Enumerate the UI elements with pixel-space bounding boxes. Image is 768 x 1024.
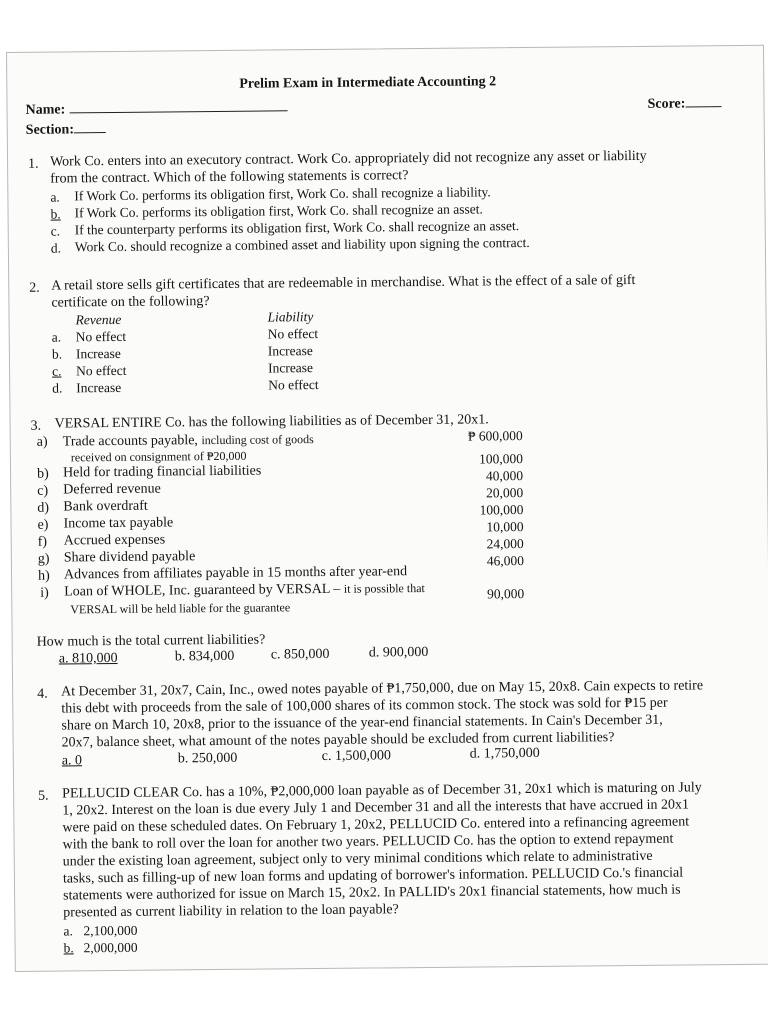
q5-text-line-4: with the bank to roll over the loan for another two years. PELLUCID Co. has the option to extend repayment	[62, 831, 674, 853]
q2-row-c-revenue: No effect	[75, 362, 127, 379]
q3-item-a-text	[63, 432, 314, 450]
q5-text-line-1: PELLUCID CLEAR Co. has a 10%, ₱2,000,000 loan payable as of December 31, 20x1 which is maturing on July	[62, 780, 702, 802]
q4-number: 4.	[37, 686, 48, 702]
q2-row-b-liability: Increase	[267, 343, 313, 359]
q5-option-b-letter: b.	[63, 940, 74, 956]
q3-item-e-letter: e)	[37, 517, 49, 533]
q3-item-c-amount: 40,000	[485, 468, 524, 484]
q2-col-liability: Liability	[267, 309, 314, 325]
q3-question: How much is the total current liabilities?	[36, 632, 266, 650]
q2-text-line-1: A retail store sells gift certificates that are redeemable in merchandise. What is the effect of a sale of gift	[51, 272, 636, 294]
q3-item-d-text: Bank overdraft	[63, 498, 148, 515]
exam-title: Prelim Exam in Intermediate Accounting 2	[239, 74, 497, 92]
q3-option-d: d. 900,000	[368, 644, 429, 661]
q3-item-d-amount: 20,000	[486, 485, 524, 501]
q3-item-a-note: including cost of goods	[201, 432, 314, 448]
q1-option-b-letter: b.	[50, 206, 61, 222]
q2-row-a-liability: No effect	[267, 326, 319, 342]
q3-option-c: c. 850,000	[270, 646, 330, 663]
q3-item-b-text: Held for trading financial liabilities	[62, 463, 262, 481]
q1-option-a-letter: a.	[50, 189, 60, 205]
q3-item-i-amount: 90,000	[487, 586, 525, 602]
q5-option-a-letter: a.	[63, 923, 73, 939]
q3-item-h-amount: 46,000	[486, 553, 524, 569]
q3-item-d-letter: d)	[37, 500, 50, 516]
q3-item-i-note: it is possible that	[343, 581, 425, 596]
q3-item-e-text: Income tax payable	[63, 515, 174, 532]
q3-item-i-label: Loan of WHOLE, Inc. guaranteed by VERSAL –	[64, 581, 341, 600]
q3-item-h-letter: h)	[37, 568, 50, 584]
q5-text-line-7: statements were authorized for issue on March 15, 20x2. In PALLID's 20x1 financial statements, how much is	[63, 882, 681, 904]
q2-row-c-liability: Increase	[267, 360, 314, 376]
score-blank[interactable]	[685, 94, 721, 107]
q3-item-f-letter: f)	[37, 534, 48, 550]
q3-item-h-text: Advances from affiliates payable in 15 months after year-end	[63, 564, 408, 583]
q4-text-line-4: 20x7, balance sheet, what amount of the notes payable should be excluded from current liabilities?	[61, 730, 615, 751]
q2-row-b-letter: b.	[51, 346, 63, 362]
q2-row-a-revenue: No effect	[75, 328, 127, 345]
q3-item-a-letter: a)	[36, 434, 48, 450]
q1-option-a: If Work Co. performs its obligation first, Work Co. shall recognize a liability.	[74, 184, 491, 204]
q3-item-a-label: Trade accounts payable,	[62, 433, 198, 450]
q1-number: 1.	[28, 156, 39, 172]
q1-option-c: If the counterparty performs its obligation first, Work Co. shall recognize an asset.	[74, 218, 520, 238]
q4-option-b: b. 250,000	[177, 750, 238, 767]
exam-sheet	[6, 45, 768, 972]
q2-row-c-letter: c.	[51, 363, 62, 379]
name-field	[25, 98, 287, 119]
q2-row-a-letter: a.	[51, 329, 62, 345]
q1-option-d-letter: d.	[50, 240, 62, 256]
q3-item-i-text	[64, 581, 425, 600]
q2-text-line-2: certificate on the following?	[51, 294, 210, 311]
q3-item-e-amount: 100,000	[479, 502, 524, 518]
q1-option-b: If Work Co. performs its obligation first, Work Co. shall recognize an asset.	[74, 201, 483, 221]
q3-item-i-note-2: VERSAL will be held liable for the guarantee	[70, 600, 291, 617]
q5-text-line-2: 1, 20x2. Interest on the loan is due every July 1 and December 31 and all the interests that have accrued in 20x1	[62, 797, 690, 819]
q3-item-g-amount: 24,000	[486, 536, 524, 552]
name-blank[interactable]	[69, 98, 287, 113]
q3-item-f-amount: 10,000	[486, 519, 524, 535]
q3-item-g-letter: g)	[37, 551, 50, 567]
q3-option-a: a. 810,000	[58, 650, 118, 667]
q3-item-a-note-2: received on consignment of ₱20,000	[70, 448, 247, 465]
q4-text-line-3: share on March 10, 20x8, prior to the issuance of the year-end financial statements. In Cain's December 31,	[61, 712, 663, 734]
q4-text-line-1: At December 31, 20x7, Cain, Inc., owed notes payable of ₱1,750,000, due on May 15, 20x8. Cain expects to retire	[61, 678, 704, 700]
q3-item-a-amount: ₱ 600,000	[467, 428, 523, 444]
q5-text-line-8: presented as current liability in relation to the loan payable?	[63, 902, 399, 921]
q3-item-c-letter: c)	[37, 483, 49, 499]
q2-row-d-revenue: Increase	[76, 379, 122, 396]
q3-item-f-text: Accrued expenses	[63, 532, 166, 549]
q1-option-c-letter: c.	[50, 223, 61, 239]
q4-text-line-2: this debt with proceeds from the sale of 100,000 shares of its common stock. The stock was sold for ₱15 per	[61, 695, 668, 717]
q4-option-a: a. 0	[61, 753, 83, 769]
q2-row-b-revenue: Increase	[75, 345, 121, 362]
q5-text-line-6: tasks, such as filling-up of new loan forms and updating of borrower's information. PELLUCID Co.'s financial	[62, 865, 684, 887]
section-blank[interactable]	[74, 120, 106, 133]
q2-row-d-liability: No effect	[268, 377, 319, 393]
q3-item-b-letter: b)	[36, 466, 49, 482]
q3-intro: VERSAL ENTIRE Co. has the following liabilities as of December 31, 20x1.	[54, 412, 489, 432]
q5-option-b: 2,000,000	[83, 939, 138, 956]
q2-row-d-letter: d.	[52, 380, 63, 396]
q5-number: 5.	[38, 788, 49, 804]
score-label: Score:	[647, 96, 686, 112]
q5-option-a: 2,100,000	[83, 922, 138, 939]
q3-option-b: b. 834,000	[174, 648, 235, 665]
q4-option-c: c. 1,500,000	[321, 748, 392, 765]
q4-option-d: d. 1,750,000	[469, 745, 540, 762]
q1-option-d: Work Co. should recognize a combined asset and liability upon signing the contract.	[74, 234, 530, 255]
q1-text-line-2: from the contract. Which of the following statements is correct?	[50, 168, 409, 187]
section-label: Section:	[25, 122, 75, 138]
q3-item-i-letter: i)	[40, 585, 49, 601]
q3-item-b-amount: 100,000	[478, 451, 523, 467]
q2-number: 2.	[29, 280, 40, 296]
q5-text-line-5: under the existing loan agreement, subject only to very minimal conditions which relate to administrative	[62, 848, 653, 870]
section-field	[26, 120, 106, 139]
q1-text-line-1: Work Co. enters into an executory contract. Work Co. appropriately did not recognize any asset or liability	[49, 148, 647, 170]
q5-text-line-3: were paid on these scheduled dates. On February 1, 20x2, PELLUCID Co. entered into a refinancing agreement	[62, 814, 690, 836]
q2-col-revenue: Revenue	[75, 311, 122, 328]
score-field	[647, 94, 721, 113]
q3-item-c-text: Deferred revenue	[63, 481, 161, 498]
name-label: Name:	[25, 102, 66, 118]
q3-number: 3.	[30, 418, 42, 434]
q3-item-g-text: Share dividend payable	[63, 549, 196, 566]
